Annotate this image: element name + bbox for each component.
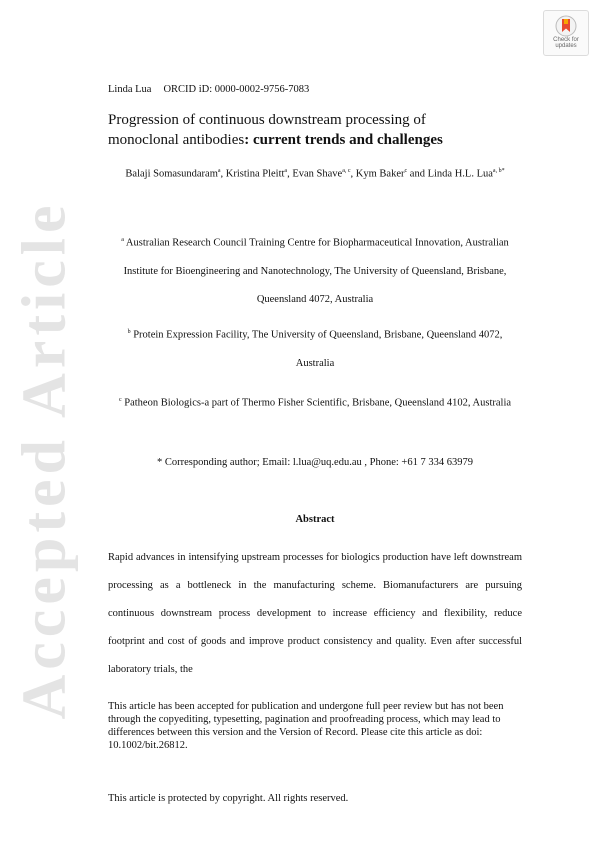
article-title [108,110,522,150]
affiliation-b [108,318,522,378]
affiliation-c [108,386,522,418]
author-affiliation-mark: a [284,168,288,174]
badge-line1: Check for [553,37,579,43]
author-list [108,160,522,186]
affiliation-mark: c [118,397,122,403]
author-name: , Kym Baker [350,168,405,180]
author-name: and Linda H.L. Lua [407,168,493,180]
affiliation-text: Australian Research Council Training Centre for Biopharmaceutical Innovation, Australian Institute for Bioengineering and Nanotechnology, The University of Queensland, Brisbane, Queensland 4072, Australia [123,237,509,305]
corresponding-author: * Corresponding author; Email: l.lua@uq.edu.au , Phone: +61 7 334 63979 [157,457,473,468]
author-name: , Kristina Pleitt [220,168,285,180]
affiliation-text: Patheon Biologics-a part of Thermo Fisher Scientific, Brisbane, Queensland 4102, Australia [121,397,512,409]
author-name: , Evan Shave [287,168,343,180]
author-affiliation-mark: a, b* [492,168,505,174]
affiliation-a [108,226,522,314]
affiliation-mark: a [121,237,124,243]
abstract-text: Rapid advances in intensifying upstream processes for biologics production have left downstream processing as a bottleneck in the manufacturing scheme. Biomanufacturers are pursuing continuous downstream process development to increase efficiency and flexibility, reduce footprint and cost of goods and improve product consistency and quality. Even after successful laboratory trials, the [108,552,522,675]
acceptance-notice: This article has been accepted for publication and undergone full peer review but has not been through the copyediting, typesetting, pagination and proofreading process, which may lead to differences between this version and the Version of Record. Please cite this article as doi: 10.1002/bit.26812. [108,701,504,751]
header-author: Linda Lua [108,84,152,95]
badge-line2: updates [555,43,577,49]
article-header [108,84,522,95]
author-affiliation-mark: a [217,168,221,174]
check-for-updates-badge[interactable] [543,10,589,56]
author-name: Balaji Somasundaram [125,168,218,180]
author-affiliation-mark: c [404,168,408,174]
title-part2: monoclonal antibodies [108,132,245,148]
affiliation-mark: b [127,329,131,335]
copyright-notice: This article is protected by copyright. All rights reserved. [108,793,349,804]
abstract-heading: Abstract [295,514,335,525]
affiliation-text: Protein Expression Facility, The University of Queensland, Brisbane, Queensland 4072, Australia [130,329,503,369]
bookmark-icon [555,15,577,37]
title-part1: Progression of continuous downstream processing of [108,112,426,128]
title-part3: : current trends and challenges [244,132,443,148]
accepted-article-watermark [6,180,84,740]
orcid-id[interactable]: ORCID iD: 0000-0002-9756-7083 [163,84,310,95]
watermark-text: Accepted Article [10,200,79,720]
author-affiliation-mark: a, c [342,168,351,174]
